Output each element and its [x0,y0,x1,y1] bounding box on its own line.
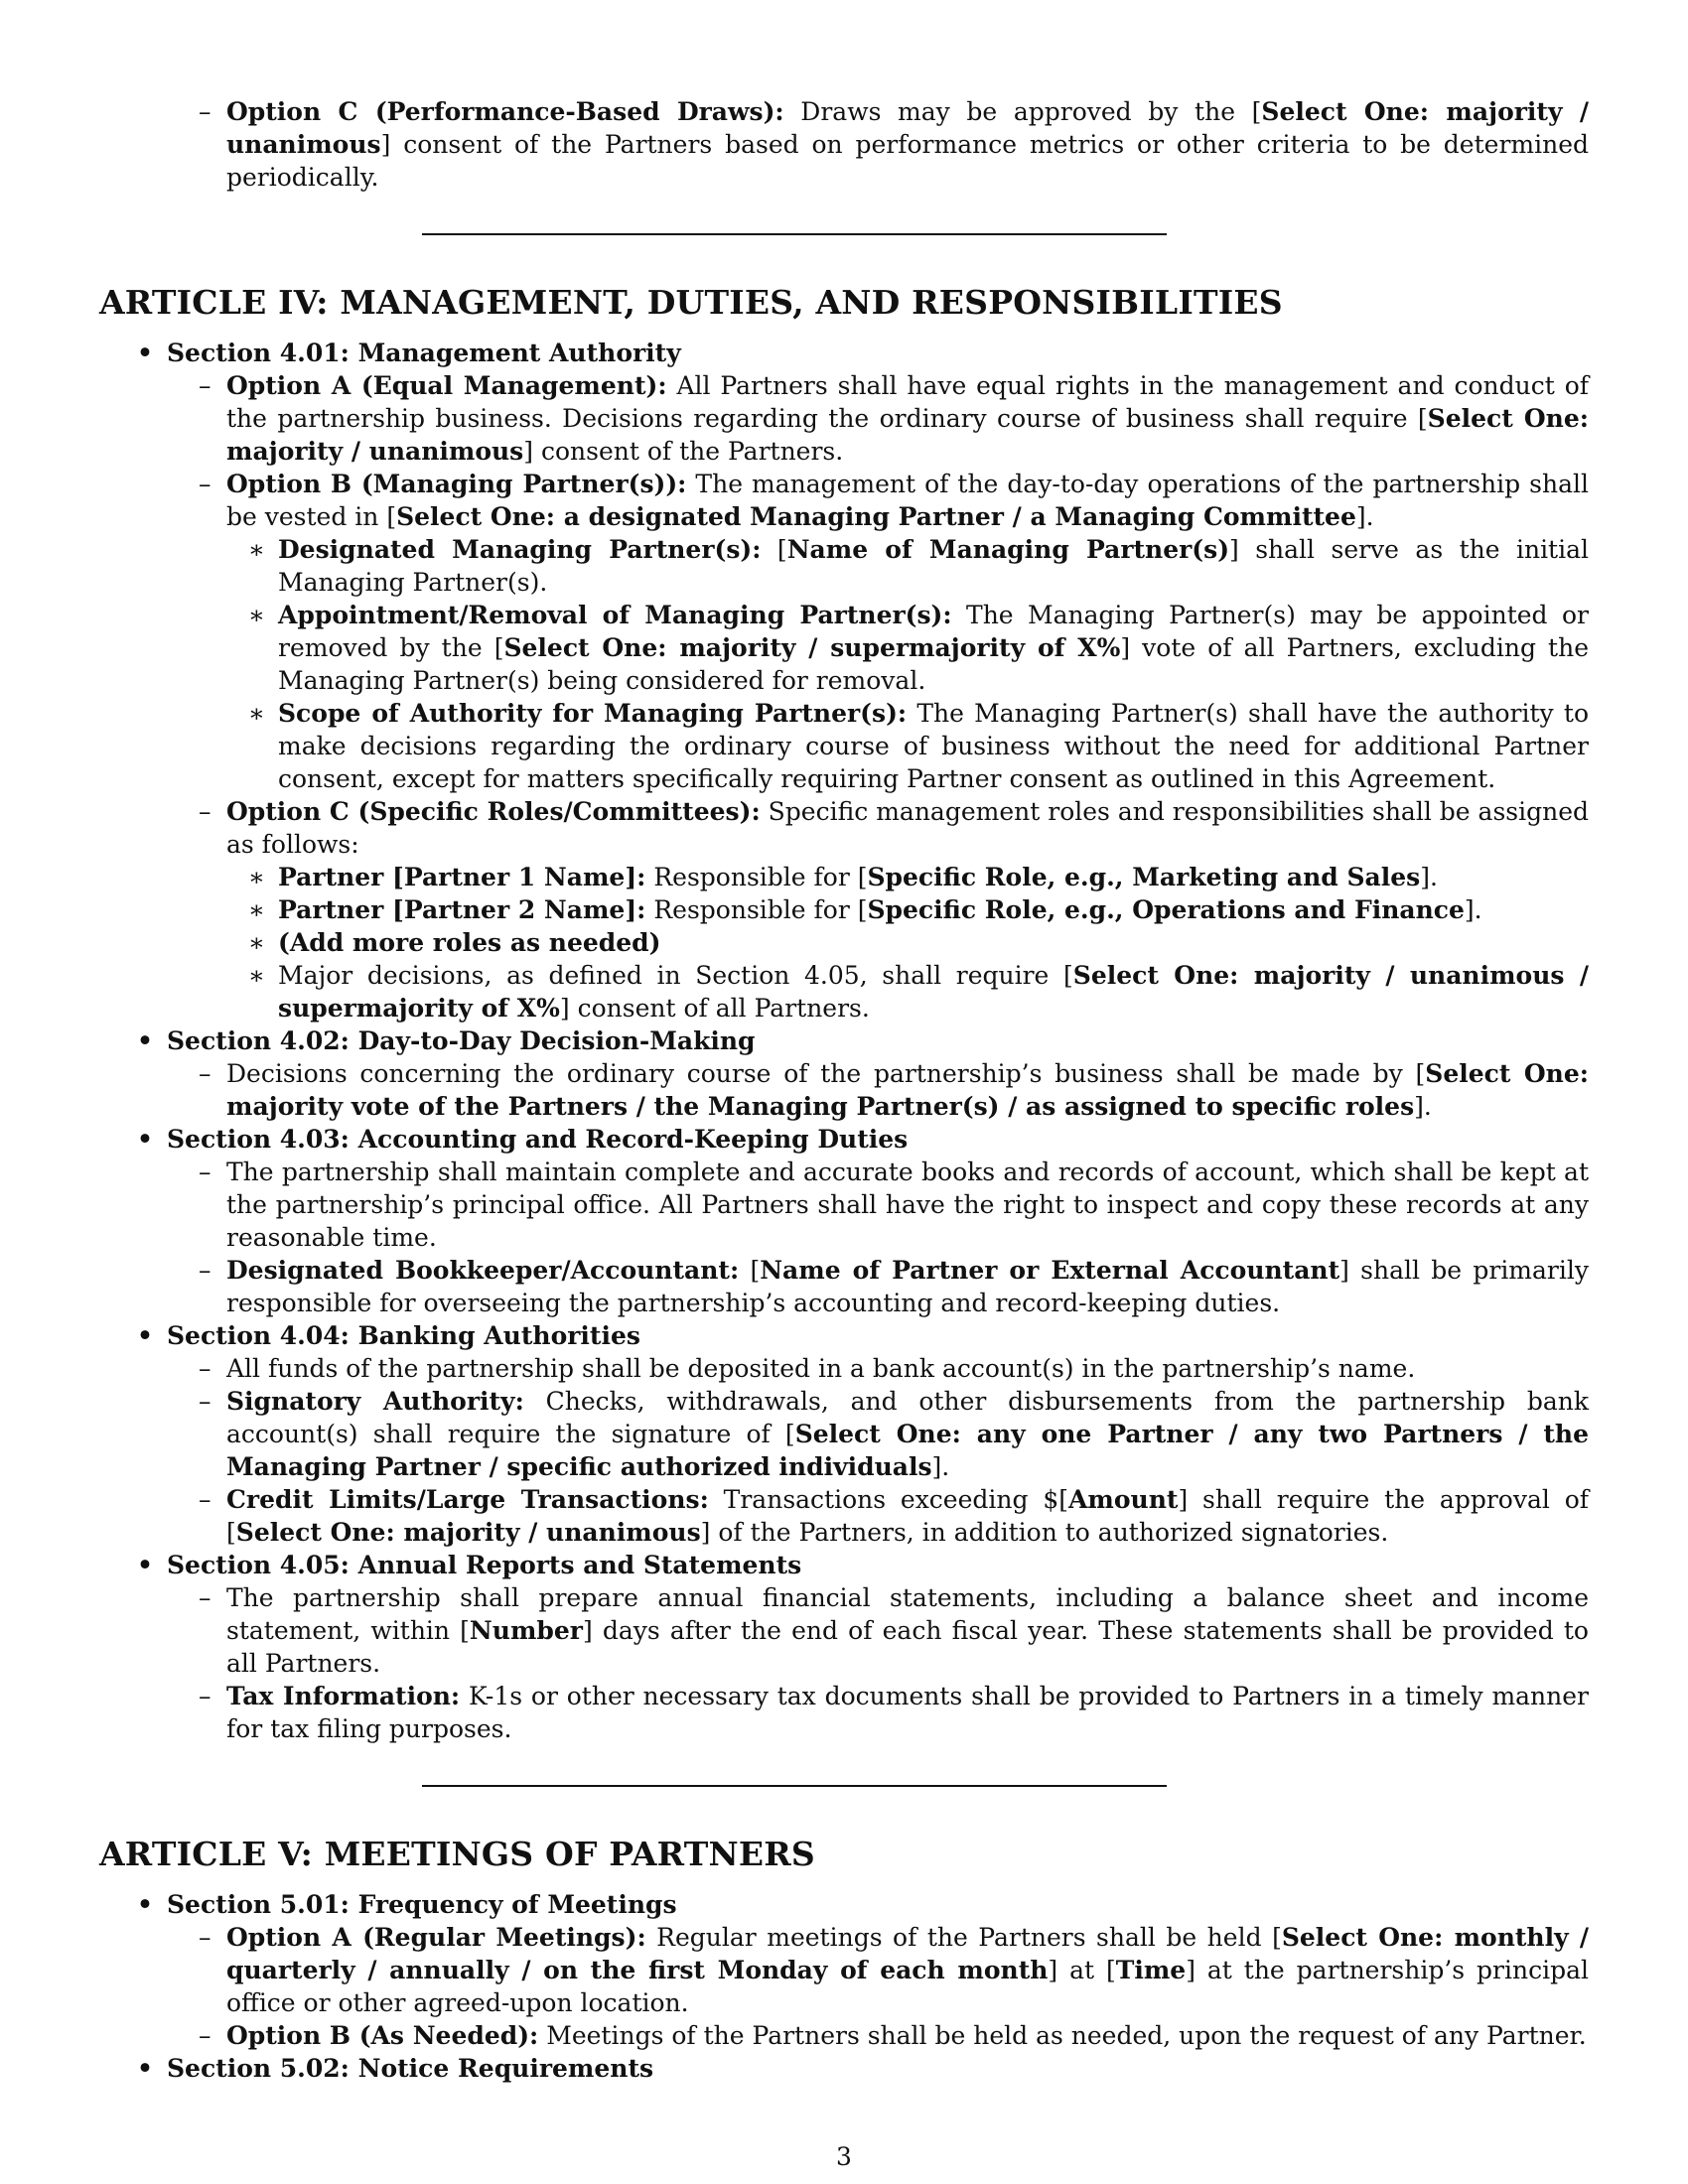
section-4-01: • Section 4.01: Management Authority – Option A (Equal Management): All Partners shall have equal rights in the management and conduct of the partnership business. Decisions regarding the ordinary course of business shall require [Select One: majority / unanimous] consent of the Partners. – Option B (Managing Partner(s)): The management of the day-to-day operations of the partnership shall be vested in [Select One: a designated Managing Partner / a Managing Committee]. ∗ Designated Managing Partner(s): [Name of Managing Partner(s)] shall serve as the initial Managing Partner(s). ∗ Appointment/Removal of Managing Partner(s): The Managing Partner(s) may be appointed or removed by the [Select One: majority / supermajority of X%] vote of all Partners, excluding the Managing Partner(s) being considered for removal. ∗ Scope of Authority for Managing Partner(s): The Managing Partner(s) shall have the authority to make decisions regarding the ordinary course of business without the need for additional Partner consent, except for matters specifically requiring Partner consent as outlined in this Agreement. – Option C (Specific Roles/Committees): Specific management roles and responsibilities shall be assigned as follows: ∗ Partner [Partner 1 Name]: Responsible for [Specific Role, e.g., Marketing and Sales]. ∗ Partner [Partner 2 Name]: Responsible for [Specific Role, e.g., Operations and Finance]. ∗ (Add more roles as needed) ∗ Major decisions, as defined in Section 4.05, shall require [Select One: majority / unanimous / supermajority of X%] consent of all Partners. [99,337,1589,1024]
article-4-sections [99,337,1589,1745]
appointment-removal: ∗ Appointment/Removal of Managing Partner(s): The Managing Partner(s) may be appointed or removed by the [Select One: majority / supermajority of X%] vote of all Partners, excluding the Managing Partner(s) being considered for removal. [226,599,1589,697]
section-5-01-option-b: – Option B (As Needed): Meetings of the Partners shall be held as needed, upon the request of any Partner. [167,2019,1589,2052]
continued-list [167,95,1589,194]
role-add-more: ∗ (Add more roles as needed) [226,926,1589,959]
document-page [99,95,1589,2085]
section-4-03-books: – The partnership shall maintain complete and accurate books and records of account, which shall be kept at the partnership’s principal office. All Partners shall have the right to inspect and copy these records at any reasonable time. [167,1156,1589,1254]
section-4-04: • Section 4.04: Banking Authorities – All funds of the partnership shall be deposited in a bank account(s) in the partnership’s name. – Signatory Authority: Checks, withdrawals, and other disbursements from the partnership bank account(s) shall require the signature of [Select One: any one Partner / any two Partners / the Managing Partner / specific authorized individuals]. – Credit Limits/Large Transactions: Transactions exceeding $[Amount] shall require the approval of [Select One: majority / unanimous] of the Partners, in addition to authorized signatories. [99,1319,1589,1549]
section-divider [422,233,1167,235]
section-4-04-funds: – All funds of the partnership shall be deposited in a bank account(s) in the partnership’s name. [167,1352,1589,1385]
section-4-02-item: – Decisions concerning the ordinary course of the partnership’s business shall be made by [Select One: majority vote of the Partners / the Managing Partner(s) / as assigned to specific roles]. [167,1057,1589,1123]
article-5-sections [99,1888,1589,2085]
role-partner-1: ∗ Partner [Partner 1 Name]: Responsible for [Specific Role, e.g., Marketing and Sales]. [226,861,1589,893]
article-4-heading: ARTICLE IV: MANAGEMENT, DUTIES, AND RESPONSIBILITIES [99,283,1283,322]
section-4-05-tax-info: – Tax Information: K-1s or other necessary tax documents shall be provided to Partners in a timely manner for tax filing purposes. [167,1680,1589,1745]
designated-managing-partner: ∗ Designated Managing Partner(s): [Name of Managing Partner(s)] shall serve as the initial Managing Partner(s). [226,533,1589,599]
scope-of-authority: ∗ Scope of Authority for Managing Partner(s): The Managing Partner(s) shall have the authority to make decisions regarding the ordinary course of business without the need for additional Partner consent, except for matters specifically requiring Partner consent as outlined in this Agreement. [226,697,1589,795]
section-divider [422,1785,1167,1787]
section-4-01-option-c: – Option C (Specific Roles/Committees): Specific management roles and responsibilities shall be assigned as follows: ∗ Partner [Partner 1 Name]: Responsible for [Specific Role, e.g., Marketing and Sales]. ∗ Partner [Partner 2 Name]: Responsible for [Specific Role, e.g., Operations and Finance]. ∗ (Add more roles as needed) ∗ Major decisions, as defined in Section 4.05, shall require [Select One: majority / unanimous / supermajority of X%] consent of all Partners. [167,795,1589,1024]
section-5-02: • Section 5.02: Notice Requirements [99,2052,1589,2085]
article-5-heading: ARTICLE V: MEETINGS OF PARTNERS [99,1835,815,1873]
option-c-performance-draws: – Option C (Performance-Based Draws): Draws may be approved by the [Select One: majority / unanimous] consent of the Partners based on performance metrics or other criteria to be determined periodically. [167,95,1589,194]
section-4-03: • Section 4.03: Accounting and Record-Keeping Duties – The partnership shall maintain complete and accurate books and records of account, which shall be kept at the partnership’s principal office. All Partners shall have the right to inspect and copy these records at any reasonable time. – Designated Bookkeeper/Accountant: [Name of Partner or External Accountant] shall be primarily responsible for overseeing the partnership’s accounting and record-keeping duties. [99,1123,1589,1319]
section-4-03-bookkeeper: – Designated Bookkeeper/Accountant: [Name of Partner or External Accountant] shall be primarily responsible for overseeing the partnership’s accounting and record-keeping duties. [167,1254,1589,1319]
section-4-05: • Section 4.05: Annual Reports and Statements – The partnership shall prepare annual financial statements, including a balance sheet and income statement, within [Number] days after the end of each fiscal year. These statements shall be provided to all Partners. – Tax Information: K-1s or other necessary tax documents shall be provided to Partners in a timely manner for tax filing purposes. [99,1549,1589,1745]
page-number: 3 [836,2142,852,2171]
section-4-01-option-b: – Option B (Managing Partner(s)): The management of the day-to-day operations of the partnership shall be vested in [Select One: a designated Managing Partner / a Managing Committee]. ∗ Designated Managing Partner(s): [Name of Managing Partner(s)] shall serve as the initial Managing Partner(s). ∗ Appointment/Removal of Managing Partner(s): The Managing Partner(s) may be appointed or removed by the [Select One: majority / supermajority of X%] vote of all Partners, excluding the Managing Partner(s) being considered for removal. ∗ Scope of Authority for Managing Partner(s): The Managing Partner(s) shall have the authority to make decisions regarding the ordinary course of business without the need for additional Partner consent, except for matters specifically requiring Partner consent as outlined in this Agreement. [167,468,1589,795]
major-decisions: ∗ Major decisions, as defined in Section 4.05, shall require [Select One: majority / unanimous / supermajority of X%] consent of all Partners. [226,959,1589,1024]
section-4-04-signatory: – Signatory Authority: Checks, withdrawals, and other disbursements from the partnership bank account(s) shall require the signature of [Select One: any one Partner / any two Partners / the Managing Partner / specific authorized individuals]. [167,1385,1589,1483]
role-partner-2: ∗ Partner [Partner 2 Name]: Responsible for [Specific Role, e.g., Operations and Finance]. [226,893,1589,926]
section-4-04-credit-limits: – Credit Limits/Large Transactions: Transactions exceeding $[Amount] shall require the approval of [Select One: majority / unanimous] of the Partners, in addition to authorized signatories. [167,1483,1589,1549]
section-4-01-option-a: – Option A (Equal Management): All Partners shall have equal rights in the management and conduct of the partnership business. Decisions regarding the ordinary course of business shall require [Select One: majority / unanimous] consent of the Partners. [167,369,1589,468]
section-4-02: • Section 4.02: Day-to-Day Decision-Making – Decisions concerning the ordinary course of the partnership’s business shall be made by [Select One: majority vote of the Partners / the Managing Partner(s) / as assigned to specific roles]. [99,1024,1589,1123]
section-4-05-statements: – The partnership shall prepare annual financial statements, including a balance sheet and income statement, within [Number] days after the end of each fiscal year. These statements shall be provided to all Partners. [167,1581,1589,1680]
section-5-01: • Section 5.01: Frequency of Meetings – Option A (Regular Meetings): Regular meetings of the Partners shall be held [Select One: monthly / quarterly / annually / on the first Monday of each month] at [Time] at the partnership’s principal office or other agreed-upon location. – Option B (As Needed): Meetings of the Partners shall be held as needed, upon the request of any Partner. [99,1888,1589,2052]
section-5-01-option-a: – Option A (Regular Meetings): Regular meetings of the Partners shall be held [Select One: monthly / quarterly / annually / on the first Monday of each month] at [Time] at the partnership’s principal office or other agreed-upon location. [167,1921,1589,2019]
